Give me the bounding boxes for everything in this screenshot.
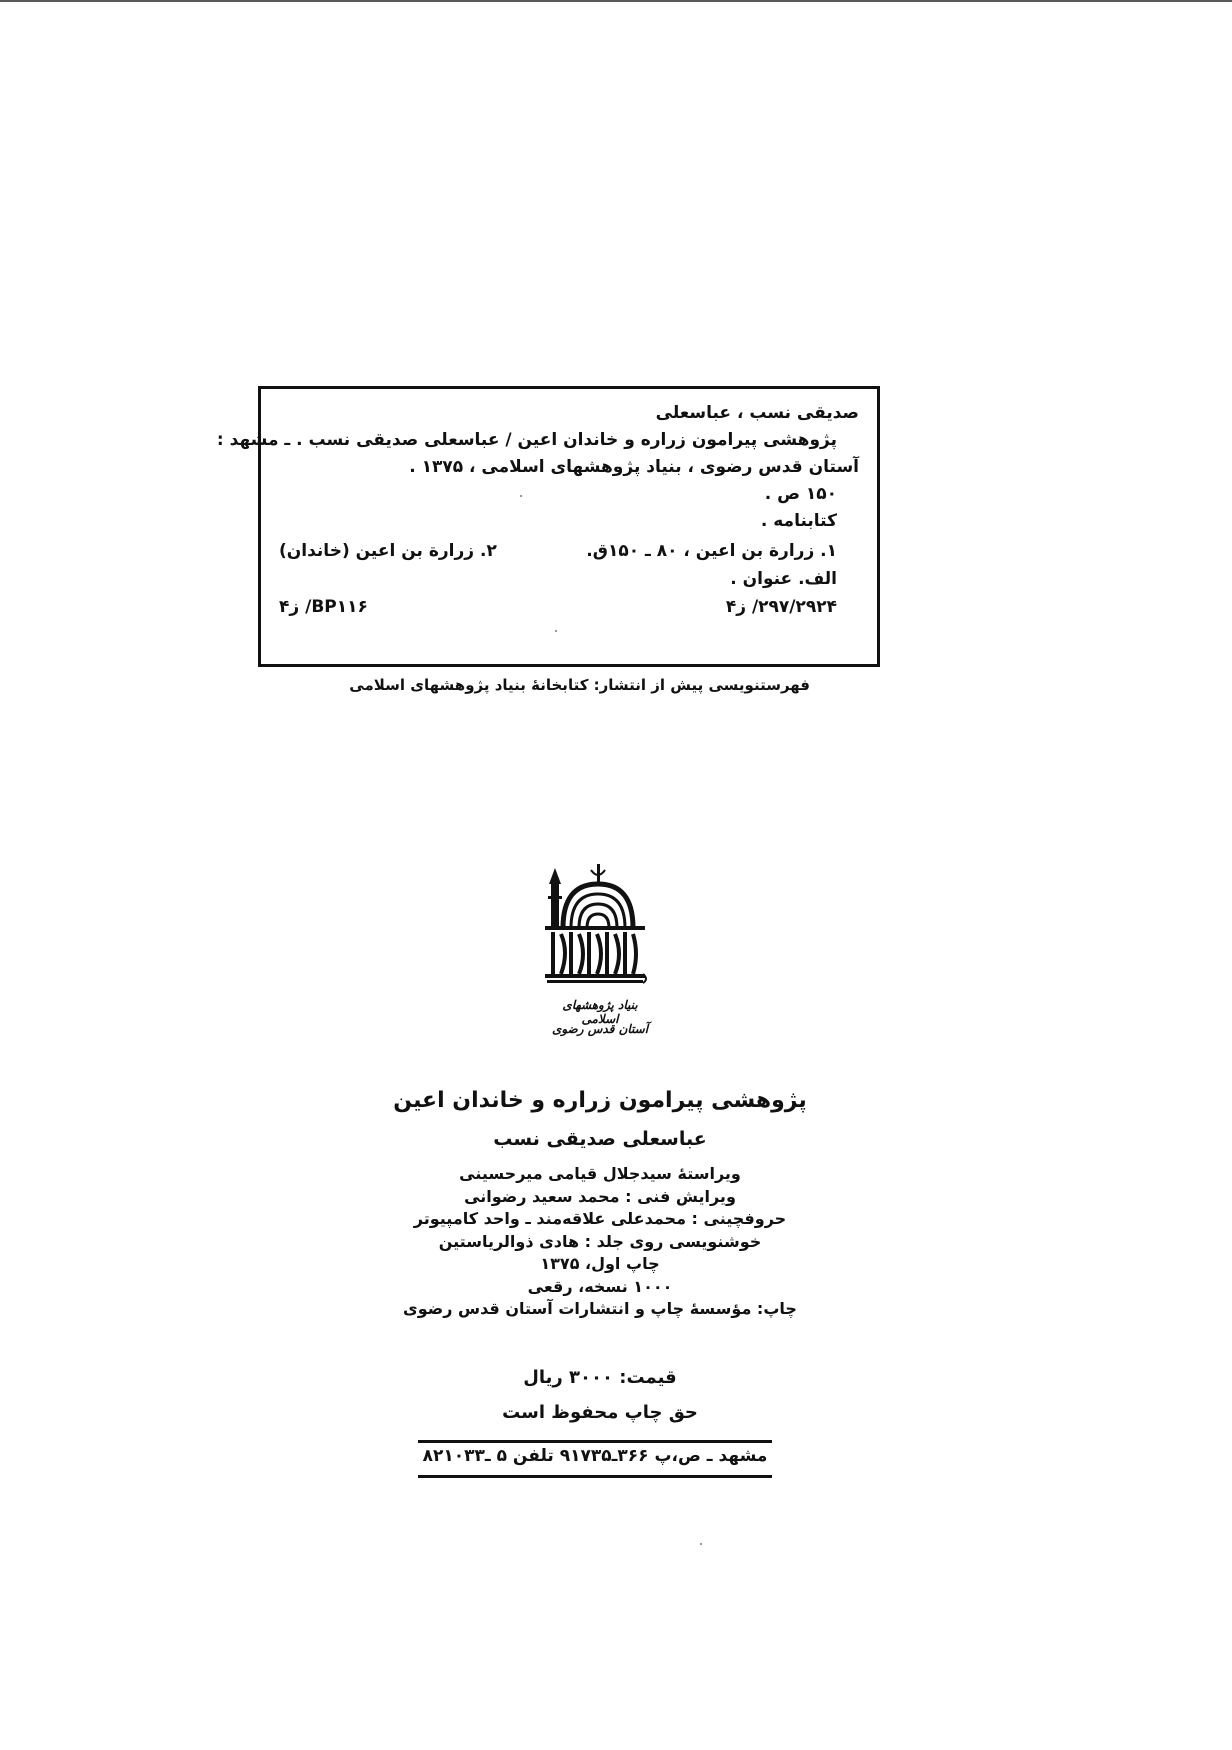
cip-lc-number: BP۱۱۶/ ز۴ bbox=[279, 597, 368, 617]
book-title-text: پژوهشی پیرامون زراره و خاندان اعین bbox=[393, 1088, 807, 1113]
copyright-text: حق چاپ محفوظ است bbox=[502, 1402, 698, 1423]
publisher-logo bbox=[545, 862, 655, 1052]
credit-edition: چاپ اول، ۱۳۷۵ bbox=[540, 1254, 660, 1273]
scan-speck bbox=[700, 1543, 702, 1545]
address-rule-top bbox=[418, 1440, 772, 1443]
credit-printer: چاپ: مؤسسهٔ چاپ و انتشارات آستان قدس رضوی bbox=[403, 1299, 797, 1318]
credit-typesetting: حروفچینی : محمدعلی علاقه‌مند ـ واحد کامپیوتر bbox=[413, 1209, 787, 1228]
book-title bbox=[380, 1088, 820, 1113]
cip-subject-1: ۱. زرارة بن اعین ، ۸۰ ـ ۱۵۰ق. bbox=[586, 541, 837, 561]
page-top-border bbox=[0, 0, 1232, 2]
cip-pages: ۱۵۰ ص . bbox=[764, 484, 837, 504]
cip-record-box bbox=[216, 386, 880, 667]
address-rule-bottom bbox=[418, 1475, 772, 1478]
publisher-address: مشهد ـ ص،پ ۳۶۶ـ۹۱۷۳۵ تلفن ۵ ـ۸۲۱۰۳۳ bbox=[422, 1446, 768, 1466]
cip-caption: فهرستنویسی پیش از انتشار: کتابخانهٔ بنیاد پژوهشهای اسلامی bbox=[349, 676, 810, 694]
book-price bbox=[380, 1367, 820, 1388]
cip-publication: آستان قدس رضوی ، بنیاد پژوهشهای اسلامی ، ۱۳۷۵ . bbox=[409, 457, 859, 477]
copyright-notice bbox=[380, 1402, 820, 1423]
logo-text-foundation: بنیاد پژوهشهای اسلامی bbox=[562, 998, 638, 1026]
book-author-text: عباسعلی صدیقی نسب bbox=[493, 1128, 707, 1150]
cip-dewey-number: ۲۹۷/۲۹۲۴/ ز۴ bbox=[725, 597, 837, 617]
scan-speck bbox=[520, 495, 522, 497]
cip-title-statement: پژوهشی پیرامون زراره و خاندان اعین / عباسعلی صدیقی نسب . ـ مشهد : bbox=[216, 430, 837, 450]
scan-speck bbox=[555, 630, 557, 632]
cip-subject-2: ۲. زرارة بن اعین (خاندان) bbox=[279, 541, 497, 561]
book-price-text: قیمت: ۳۰۰۰ ریال bbox=[523, 1367, 677, 1388]
credits-list bbox=[380, 1163, 820, 1321]
credit-cover-calligraphy: خوشنویسی روی جلد : هادی ذوالریاستین bbox=[438, 1231, 762, 1251]
logo-text-astan: آستان قدس رضوی bbox=[551, 1022, 649, 1036]
cip-bibliography: کتابنامه . bbox=[760, 511, 837, 531]
credit-editor: ویراستهٔ سیدجلال قیامی میرحسینی bbox=[459, 1164, 741, 1183]
credit-print-run: ۱۰۰۰ نسخه، رقعی bbox=[527, 1276, 673, 1296]
book-author bbox=[380, 1128, 820, 1150]
credit-technical-editor: ویرایش فنی : محمد سعید رضوانی bbox=[464, 1186, 736, 1206]
cip-author-heading: صدیقی نسب ، عباسعلی bbox=[655, 403, 859, 423]
cip-title-entry: الف. عنوان . bbox=[730, 569, 837, 589]
